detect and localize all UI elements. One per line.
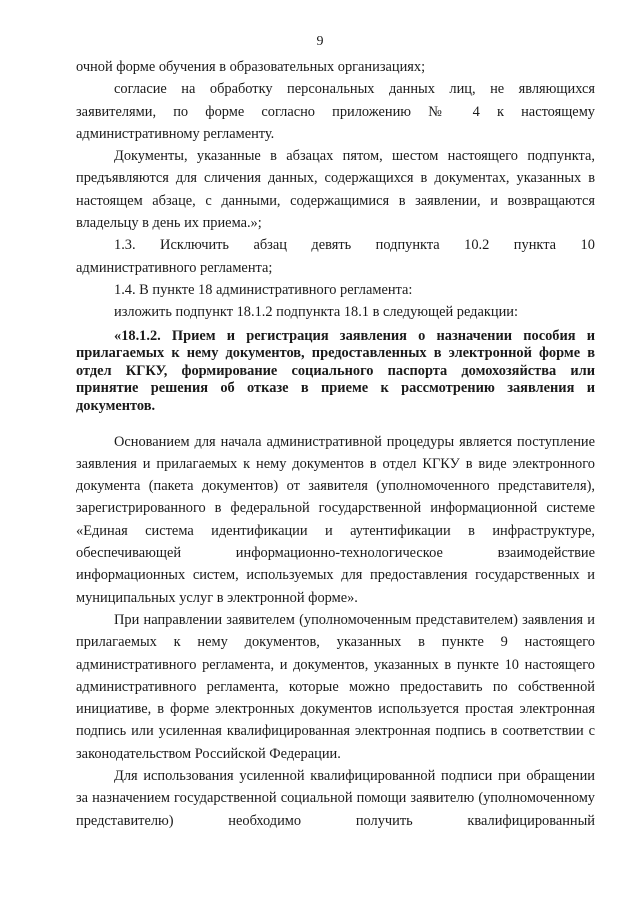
paragraph-signature: При направлении заявителем (уполномоченным представителем) заявления и прилагаемых к нему документов, указанных в пункте 9 настоящего административного регламента, и документов, указанных в пункте 10 настоящего административного регламента, которые можно предоставить по собственной инициативе, в форме электронных документов используется простая электронная подпись или усиленная квалифицированная электронная подпись в соответствии с законодательством Российской Федерации.: [76, 611, 595, 762]
word: 10.2: [464, 237, 490, 254]
section-heading: «18.1.2. Прием и регистрация заявления о назначении пособия и прилагаемых к нему документов, предоставленных в электронной форме в отдел КГКУ, формирование социального паспорта домохозяйства или принятие решения об отказе в приеме к рассмотрению заявления и документов.: [76, 327, 595, 414]
word: подпункта: [375, 237, 440, 254]
paragraph-education-form: очной форме обучения в образовательных организациях;: [76, 59, 426, 75]
paragraph-consent: согласие на обработку персональных данных лиц, не являющихся заявителями, по форме согласно приложению № 4 к настоящему административному регламенту.: [76, 81, 595, 142]
word: абзац: [253, 237, 287, 254]
word: 1.3.: [114, 237, 136, 254]
paragraph-documents: Документы, указанные в абзацах пятом, шестом настоящего подпункта, предъявляются для сличения данных, содержащихся в документах, указанных в настоящем абзаце, с данными, содержащимися в заявлении, и возвращаются владельцу в день их приема.»;: [76, 148, 595, 232]
paragraph-new-wording: изложить подпункт 18.1.2 подпункта 18.1 в следующей редакции:: [114, 304, 518, 321]
paragraph-exclude-line: [76, 234, 595, 256]
word: девять: [311, 237, 352, 254]
paragraph-grounds: Основанием для начала административной процедуры является поступление заявления и прилагаемых к нему документов в отдел КГКУ в виде электронного документа (пакета документов) от заявителя (уполномоченного представителя), зарегистрированного в федеральной государственной информационной системе «Единая система идентификации и аутентификации в инфраструктуре, обеспечивающей информационно-технологическое взаимодействие информационных систем, используемых для предоставления государственных и муниципальных услуг в электронной форме».: [76, 433, 595, 606]
document-body: [76, 56, 595, 832]
word: Исключить: [160, 237, 229, 254]
word: 10: [580, 237, 595, 254]
paragraph-item-1-4: 1.4. В пункте 18 административного регламента:: [114, 281, 413, 298]
page-number: 9: [316, 34, 324, 49]
word: пункта: [513, 237, 557, 254]
paragraph-exclude-cont: административного регламента;: [76, 259, 273, 276]
paragraph-qualified-signature: Для использования усиленной квалифицированной подписи при обращении за назначением государственной социальной помощи заявителю (уполномоченному представителю) необходимо получить квалифицированный: [76, 767, 595, 829]
